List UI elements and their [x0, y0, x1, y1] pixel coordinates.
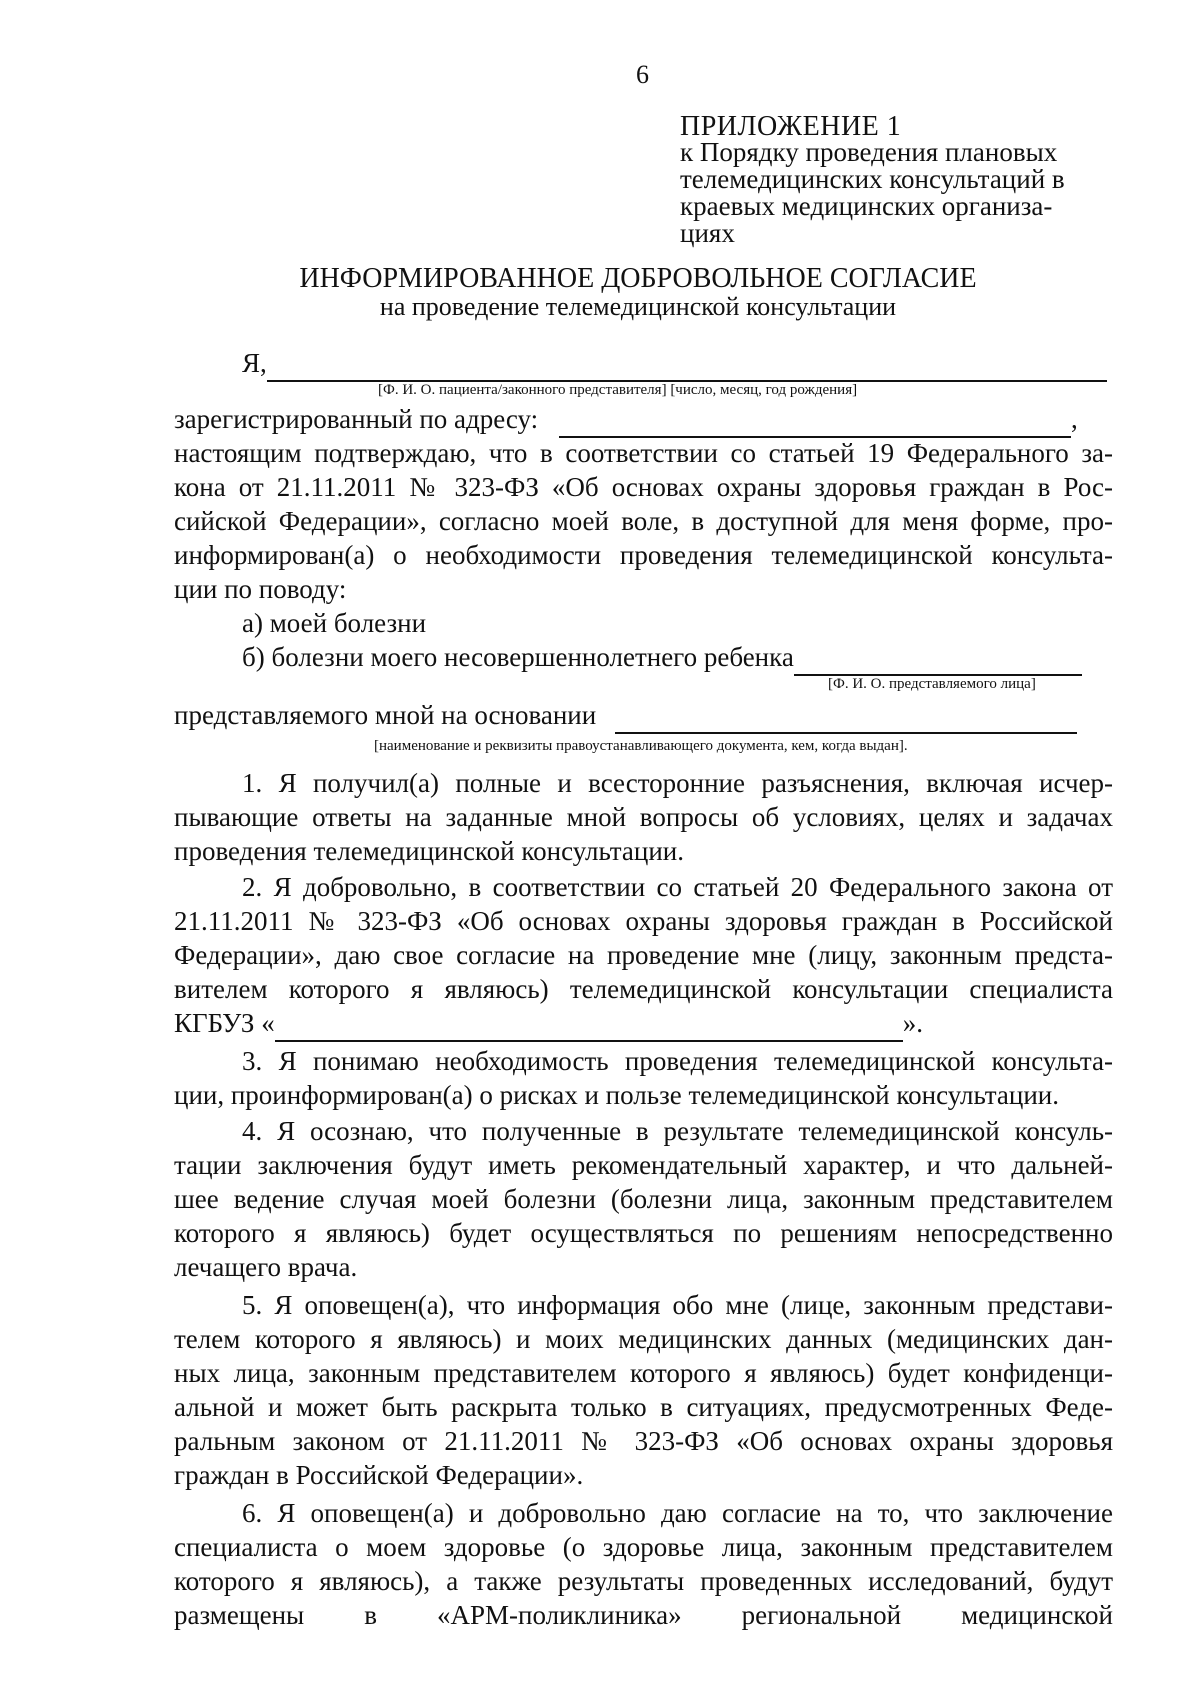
patient-name-blank[interactable]: [267, 346, 1107, 382]
paragraph-1-last: проведения телемедицинской консультации.: [174, 836, 684, 866]
appendix-line: краевых медицинских организа-: [680, 191, 1053, 221]
intro-line: настоящим подтверждаю, что в соответствии со статьей 19 Федерального за-: [174, 438, 1113, 468]
paragraph-4-line: шее ведение случая моей болезни (болезни лица, законным представителем: [174, 1184, 1113, 1214]
paragraph-2-line: вителем которого я являюсь) телемедицинской консультации специалиста: [174, 974, 1113, 1004]
child-caption: [Ф. И. О. представляемого лица]: [828, 676, 1036, 692]
paragraph-6-line: специалиста о моем здоровье (о здоровье лица, законным представителем: [174, 1532, 1113, 1562]
paragraph-2-line: 2. Я добровольно, в соответствии со статьей 20 Федерального закона от: [242, 872, 1113, 902]
paragraph-4-line: тации заключения будут иметь рекомендательный характер, и что дальней-: [174, 1150, 1113, 1180]
kgbuz-row: [174, 1006, 923, 1042]
document-subtitle: на проведение телемедицинской консультации: [379, 292, 897, 321]
paragraph-5-line: ных лица, законным представителем которого я являюсь) будет конфиденци-: [174, 1358, 1113, 1388]
paragraph-2-line: Федерации», даю свое согласие на проведение мне (лицу, законным предста-: [174, 940, 1113, 970]
name-field-row: [242, 346, 1107, 382]
paragraph-5-line: ральным законом от 21.11.2011 № 323-ФЗ «Об основах охраны здоровья: [174, 1426, 1113, 1456]
kgbuz-end: ».: [902, 1008, 923, 1038]
appendix-line: циях: [680, 218, 735, 248]
clinic-name-blank[interactable]: [275, 1006, 903, 1042]
paragraph-5-line: 5. Я оповещен(а), что информация обо мне (лице, законным представи-: [242, 1290, 1113, 1320]
address-comma: ,: [1070, 404, 1078, 434]
ya-label: Я,: [242, 348, 267, 378]
represented-label: представляемого мной на основании: [174, 700, 597, 730]
child-name-blank[interactable]: [794, 640, 1082, 676]
paragraph-3-last: ции, проинформирован(а) о рисках и пользе телемедицинской консультации.: [174, 1080, 1059, 1110]
paragraph-4-last: лечащего врача.: [174, 1252, 358, 1282]
paragraph-4-line: которого я являюсь) будет осуществляться по решениям непосредственно: [174, 1218, 1113, 1248]
address-blank[interactable]: [559, 402, 1071, 438]
appendix-line: к Порядку проведения плановых: [680, 137, 1058, 167]
option-a: а) моей болезни: [242, 608, 427, 638]
option-b-row: [242, 640, 1082, 676]
kgbuz-label: КГБУЗ «: [174, 1008, 275, 1038]
paragraph-5-last: граждан в Российской Федерации».: [174, 1460, 584, 1490]
appendix-title: ПРИЛОЖЕНИЕ 1: [680, 111, 902, 142]
option-b: б) болезни моего несовершеннолетнего ребенка: [242, 642, 794, 672]
intro-line: кона от 21.11.2011 № 323-ФЗ «Об основах охраны здоровья граждан в Рос-: [174, 472, 1113, 502]
intro-line: сийской Федерации», согласно моей воле, в доступной для меня форме, про-: [174, 506, 1113, 536]
intro-line: информирован(а) о необходимости проведения телемедицинской консульта-: [174, 540, 1113, 570]
paragraph-6-line: размещены в «АРМ-поликлиника» региональной медицинской: [174, 1600, 1113, 1630]
page-number: 6: [636, 60, 649, 89]
appendix-line: телемедицинских консультаций в: [680, 164, 1065, 194]
paragraph-5-line: альной и может быть раскрыта только в ситуациях, предусмотренных Феде-: [174, 1392, 1113, 1422]
represented-row: [174, 698, 1077, 734]
paragraph-4-line: 4. Я осознаю, что полученные в результате телемедицинской консуль-: [242, 1116, 1113, 1146]
paragraph-5-line: телем которого я являюсь) и моих медицинских данных (медицинских дан-: [174, 1324, 1113, 1354]
intro-last-line: ции по поводу:: [174, 574, 347, 604]
paragraph-3-line: 3. Я понимаю необходимость проведения телемедицинской консульта-: [242, 1046, 1113, 1076]
address-row: [174, 402, 1078, 438]
paragraph-1-line: пывающие ответы на заданные мной вопросы об условиях, целях и задачах: [174, 802, 1113, 832]
paragraph-1-line: 1. Я получил(а) полные и всесторонние разъяснения, включая исчер-: [242, 768, 1113, 798]
paragraph-6-line: которого я являюсь), а также результаты проведенных исследований, будут: [174, 1566, 1113, 1596]
paragraph-6-line: 6. Я оповещен(а) и добровольно даю согласие на то, что заключение: [242, 1498, 1113, 1528]
fio-caption: [Ф. И. О. пациента/законного представителя] [число, месяц, год рождения]: [378, 382, 858, 398]
doc-caption: [наименование и реквизиты правоустанавливающего документа, кем, когда выдан].: [374, 738, 908, 754]
legal-document-blank[interactable]: [615, 698, 1077, 734]
address-label: зарегистрированный по адресу:: [174, 404, 539, 434]
document-title: ИНФОРМИРОВАННОЕ ДОБРОВОЛЬНОЕ СОГЛАСИЕ: [299, 263, 977, 294]
paragraph-2-line: 21.11.2011 № 323-ФЗ «Об основах охраны здоровья граждан в Российской: [174, 906, 1113, 936]
